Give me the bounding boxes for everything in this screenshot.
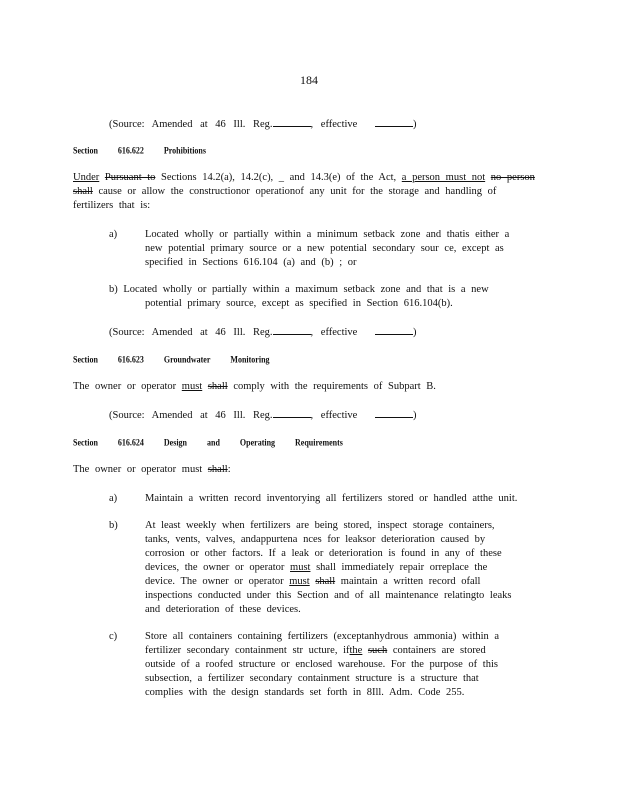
item-line: and deterioration of these devices. [145,604,301,615]
blank-field [273,324,311,335]
item-line: outside of a roofed structure or enclosed warehouse. For the purpose of this [145,659,498,670]
item-label: c) [109,631,118,642]
source-note: (Source: Amended at 46 Ill. Reg. , effective ) [109,407,416,422]
item-line: Store all containers containing fertilizers (exceptanhydrous ammonia) within a [145,631,500,642]
item-line: devices, the owner or operator must shall immediately repair orreplace the [145,562,488,573]
deleted-text: shall [207,381,228,392]
inserted-text: the [349,645,363,656]
blank-field [375,116,413,127]
blank-field [375,324,413,335]
item-label: b) [109,520,118,531]
deleted-text: such [367,645,388,656]
item-label: a) [109,229,118,240]
paragraph-line: The owner or operator must shall: [73,464,231,475]
item-line: new potential primary source or a new potential secondary sour ce, except as [145,243,504,254]
section-heading-616-622: Section 616.622 Prohibitions [73,145,206,156]
blank-field [273,407,311,418]
deleted-text: shall [73,186,93,197]
item-line: potential primary source, except as specified in Section 616.104(b). [145,298,453,309]
paragraph-line: Under Pursuant to Sections 14.2(a), 14.2(c), _ and 14.3(e) of the Act, a person must not no person [73,172,535,183]
deleted-text: no person [490,172,535,183]
item-line: specified in Sections 616.104 (a) and (b) ; or [145,257,357,268]
inserted-text: must [289,576,310,587]
item-line: tanks, vents, valves, andappurtena nces for leaksor deterioration caused by [145,534,486,545]
paragraph-line: fertilizers that is: [73,200,151,211]
item-line: Located wholly or partially within a minimum setback zone and thatis either a [145,229,510,240]
source-note: (Source: Amended at 46 Ill. Reg. , effective ) [109,116,416,131]
section-heading-616-624: Section 616.624 Design and Operating Requirements [73,437,343,448]
inserted-text: must [181,381,203,392]
item-line: At least weekly when fertilizers are being stored, inspect storage containers, [145,520,495,531]
item-label: a) [109,493,118,504]
section-heading-616-623: Section 616.623 Groundwater Monitoring [73,354,270,365]
item-line: device. The owner or operator must shall maintain a written record ofall [145,576,481,587]
deleted-text: shall [207,464,228,475]
blank-field [273,116,311,127]
item-line: b) Located wholly or partially within a maximum setback zone and that is a new [109,284,489,295]
inserted-text: a person must not [401,172,486,183]
inserted-text: must [290,562,311,573]
item-line: Maintain a written record inventorying all fertilizers stored or handled atthe unit. [145,493,518,504]
source-note: (Source: Amended at 46 Ill. Reg. , effective ) [109,324,416,339]
paragraph-line: The owner or operator must shall comply with the requirements of Subpart B. [73,381,436,392]
item-line: inspections conducted under this Section and of all maintenance relatingto leaks [145,590,512,601]
item-line: subsection, a fertilizer secondary containment structure is a structure that [145,673,479,684]
paragraph-line: shall cause or allow the constructionor operationof any unit for the storage and handling of [73,186,497,197]
deleted-text: shall [315,576,336,587]
inserted-text: Under [73,172,100,183]
item-line: corrosion or other factors. If a leak or deterioration is found in any of these [145,548,502,559]
item-line: fertilizer secondary containment str ucture, ifthe such containers are stored [145,645,486,656]
item-line: complies with the design standards set forth in 8Ill. Adm. Code 255. [145,687,465,698]
page-number: 184 [300,73,318,87]
blank-field [375,407,413,418]
deleted-text: Pursuant to [104,172,156,183]
